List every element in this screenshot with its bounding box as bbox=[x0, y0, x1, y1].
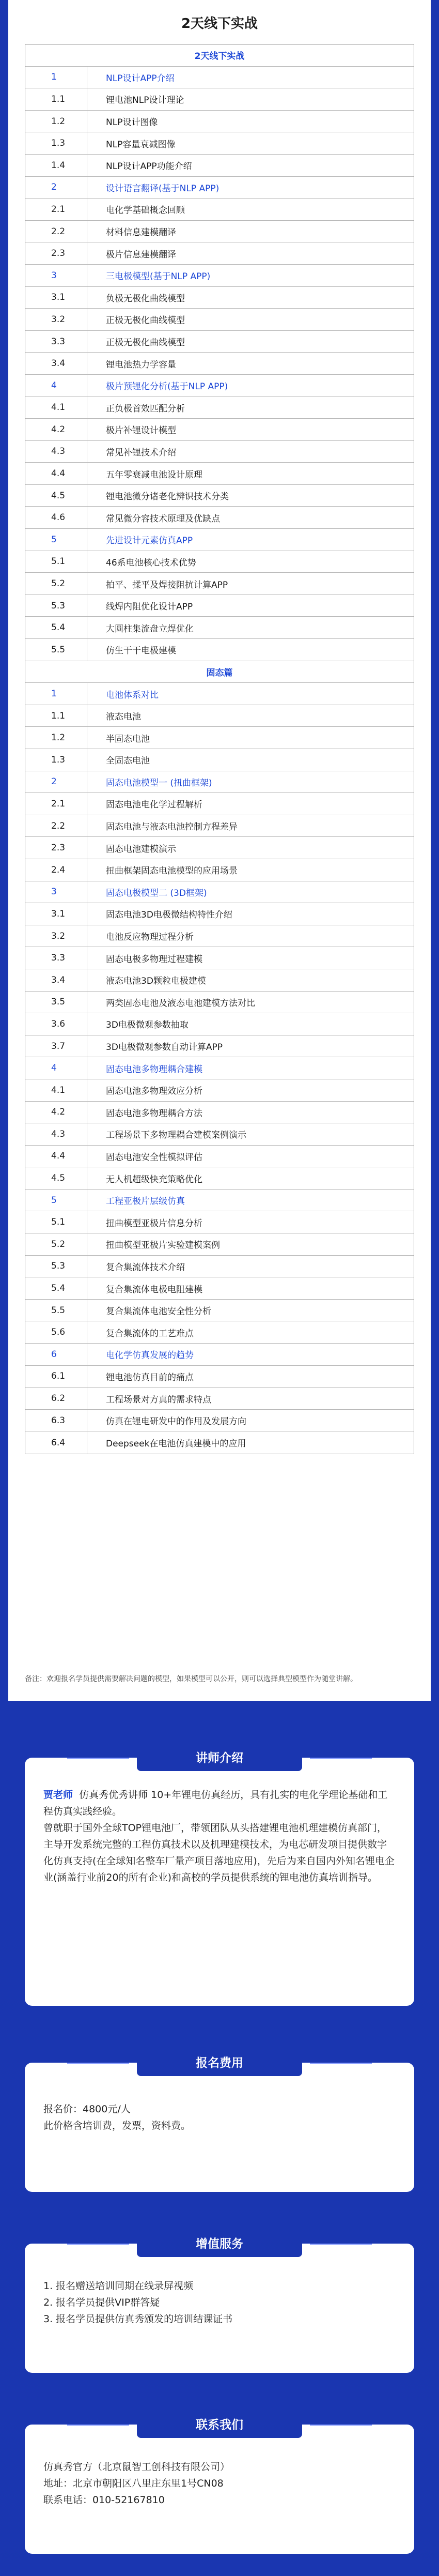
table-row bbox=[25, 463, 414, 485]
row-number: 2.4 bbox=[25, 859, 87, 881]
row-number: 3.3 bbox=[25, 947, 87, 969]
table-row bbox=[25, 1410, 414, 1432]
row-topic: 锂电池微分诸老化辨识技术分类 bbox=[106, 492, 229, 502]
row-topic: NLP设计APP功能介绍 bbox=[106, 161, 192, 172]
table-row bbox=[25, 1123, 414, 1146]
table-section-row bbox=[25, 881, 414, 904]
table-row bbox=[25, 595, 414, 617]
row-number: 4.2 bbox=[25, 1102, 87, 1123]
table-row bbox=[25, 925, 414, 948]
table-part-title: 固态篇 bbox=[206, 667, 233, 678]
row-topic: 无人机超级快充策略优化 bbox=[106, 1174, 202, 1185]
row-number: 3.1 bbox=[25, 903, 87, 925]
row-topic: 锂电池NLP设计理论 bbox=[106, 95, 184, 106]
table-section-row bbox=[25, 529, 414, 551]
fee-card bbox=[25, 2056, 414, 2192]
row-number: 2.1 bbox=[25, 793, 87, 815]
row-number: 4.2 bbox=[25, 419, 87, 440]
row-number: 4.3 bbox=[25, 1123, 87, 1145]
instructor-card bbox=[25, 1751, 414, 2006]
row-topic: 固态电池多物理耦合建模 bbox=[106, 1064, 202, 1075]
table-row bbox=[25, 749, 414, 771]
table-row bbox=[25, 309, 414, 331]
row-topic: 固态电池电化学过程解析 bbox=[106, 800, 202, 811]
table-row bbox=[25, 1211, 414, 1233]
row-topic: 3D电极微观参数自动计算APP bbox=[106, 1042, 223, 1053]
contact-card bbox=[25, 2418, 414, 2554]
row-topic: 固态电池多物理效应分析 bbox=[106, 1086, 202, 1097]
row-number: 3.2 bbox=[25, 925, 87, 947]
row-number: 3 bbox=[25, 265, 87, 286]
table-row bbox=[25, 705, 414, 727]
row-topic: 常见补锂技术介绍 bbox=[106, 447, 176, 458]
row-number: 2.3 bbox=[25, 837, 87, 859]
table-row bbox=[25, 1167, 414, 1190]
row-number: 5.6 bbox=[25, 1321, 87, 1343]
table-row bbox=[25, 617, 414, 639]
row-topic: 液态电池 bbox=[106, 712, 141, 723]
table-row bbox=[25, 88, 414, 111]
syllabus-sheet bbox=[8, 0, 431, 1701]
row-topic: 固态电池模型一 (扭曲框架) bbox=[106, 778, 212, 788]
table-row bbox=[25, 507, 414, 529]
row-number: 4.5 bbox=[25, 1167, 87, 1189]
row-number: 6 bbox=[25, 1344, 87, 1365]
row-number: 1 bbox=[25, 683, 87, 705]
row-number: 3.4 bbox=[25, 969, 87, 991]
table-row bbox=[25, 199, 414, 221]
instructor-summary: 仿真秀优秀讲师 10+年锂电仿真经历，具有扎实的电化学理论基础和工程仿真实践经验。 bbox=[43, 1789, 388, 1817]
table-row bbox=[25, 573, 414, 595]
row-topic: 极片预锂化分析(基于NLP APP) bbox=[106, 382, 228, 392]
row-number: 1.3 bbox=[25, 749, 87, 771]
row-topic: 负极无极化曲线模型 bbox=[106, 293, 185, 304]
row-topic: 先进设计元素仿真APP bbox=[106, 536, 193, 546]
row-number: 2.3 bbox=[25, 242, 87, 264]
row-number: 2.2 bbox=[25, 815, 87, 837]
table-row bbox=[25, 1300, 414, 1322]
row-topic: 3D电极微观参数抽取 bbox=[106, 1020, 189, 1031]
row-topic: 五年零衰减电池设计原理 bbox=[106, 469, 202, 480]
table-row bbox=[25, 1431, 414, 1454]
row-topic: NLP容量衰减图像 bbox=[106, 139, 176, 150]
row-topic: 46系电池核心技术优势 bbox=[106, 557, 196, 568]
table-row bbox=[25, 793, 414, 815]
service-item: 3. 报名学员提供仿真秀颁发的培训结课证书 bbox=[43, 2313, 233, 2325]
table-section-row bbox=[25, 1344, 414, 1366]
table-section-row bbox=[25, 1057, 414, 1079]
row-number: 5.1 bbox=[25, 1211, 87, 1233]
row-topic: 设计语言翻译(基于NLP APP) bbox=[106, 183, 220, 194]
instructor-heading: 讲师介绍 bbox=[137, 1745, 302, 1771]
table-row bbox=[25, 287, 414, 309]
row-number: 1.2 bbox=[25, 727, 87, 749]
table-row bbox=[25, 331, 414, 353]
table-section-row bbox=[25, 375, 414, 397]
row-number: 5.3 bbox=[25, 595, 87, 617]
row-topic: 极片信息建模翻译 bbox=[106, 249, 176, 260]
row-number: 5.4 bbox=[25, 617, 87, 638]
row-number: 3.6 bbox=[25, 1013, 87, 1035]
instructor-intro bbox=[25, 1787, 414, 1820]
table-section-row bbox=[25, 771, 414, 794]
table-row bbox=[25, 947, 414, 969]
row-number: 4.4 bbox=[25, 1146, 87, 1167]
contact-address: 地址：北京市朝阳区八里庄东里1号CN08 bbox=[43, 2478, 224, 2489]
row-number: 5 bbox=[25, 529, 87, 551]
syllabus-note: 备注：欢迎报名学员提供需要解决问题的模型，如果模型可以公开，则可以选择典型模型作为随堂讲解。 bbox=[25, 1675, 357, 1683]
table-row bbox=[25, 1277, 414, 1300]
table-row bbox=[25, 441, 414, 463]
row-number: 1.3 bbox=[25, 132, 87, 154]
row-topic: 正极无极化曲线模型 bbox=[106, 338, 185, 348]
row-topic: 全固态电池 bbox=[106, 756, 150, 767]
service-item: 1. 报名赠送培训同期在线录屏视频 bbox=[43, 2280, 194, 2292]
row-topic: 固态电池建模演示 bbox=[106, 844, 176, 855]
table-section-row bbox=[25, 265, 414, 287]
row-topic: 锂电池仿真目前的痛点 bbox=[106, 1372, 194, 1383]
row-number: 1.1 bbox=[25, 705, 87, 727]
table-row bbox=[25, 1321, 414, 1344]
row-number: 5.3 bbox=[25, 1256, 87, 1277]
row-number: 3.4 bbox=[25, 353, 87, 374]
row-topic: 三电极模型(基于NLP APP) bbox=[106, 271, 211, 282]
row-topic: 电化学基础概念回顾 bbox=[106, 205, 185, 216]
row-number: 2.1 bbox=[25, 199, 87, 220]
row-topic: 复合集流体电池安全性分析 bbox=[106, 1306, 211, 1317]
row-topic: 锂电池热力学容量 bbox=[106, 359, 176, 370]
row-topic: 电池体系对比 bbox=[106, 690, 159, 700]
row-topic: 固态电池安全性模拟评估 bbox=[106, 1152, 202, 1163]
row-topic: NLP设计图像 bbox=[106, 117, 158, 128]
row-topic: 两类固态电池及液态电池建模方法对比 bbox=[106, 998, 255, 1009]
row-topic: 复合集流体电极电阻建模 bbox=[106, 1284, 202, 1295]
table-part-row bbox=[25, 661, 414, 683]
row-number: 4.3 bbox=[25, 441, 87, 463]
row-number: 1.1 bbox=[25, 88, 87, 110]
row-topic: 扭曲框架固态电池模型的应用场景 bbox=[106, 866, 238, 877]
row-topic: 固态电池3D电极微结构特性介绍 bbox=[106, 910, 232, 921]
table-row bbox=[25, 1035, 414, 1058]
row-topic: 扭曲模型亚极片信息分析 bbox=[106, 1218, 202, 1229]
row-topic: 扭曲模型亚极片实验建模案例 bbox=[106, 1240, 220, 1251]
contact-phone: 联系电话：010-52167810 bbox=[43, 2494, 165, 2506]
row-number: 4.6 bbox=[25, 507, 87, 528]
table-section-row bbox=[25, 177, 414, 199]
service-item: 2. 报名学员提供VIP群答疑 bbox=[43, 2297, 160, 2308]
row-number: 3.3 bbox=[25, 331, 87, 353]
contact-heading: 联系我们 bbox=[137, 2412, 302, 2438]
row-number: 3.5 bbox=[25, 992, 87, 1013]
row-topic: 线焊内阻优化设计APP bbox=[106, 602, 193, 613]
row-number: 3.7 bbox=[25, 1035, 87, 1057]
table-row bbox=[25, 1146, 414, 1168]
row-topic: 固态电极模型二 (3D框架) bbox=[106, 888, 207, 898]
table-row bbox=[25, 242, 414, 265]
table-row bbox=[25, 1013, 414, 1035]
row-number: 4.1 bbox=[25, 1079, 87, 1101]
table-row bbox=[25, 397, 414, 419]
row-topic: 固态电极多物理过程建模 bbox=[106, 954, 202, 965]
row-number: 5.2 bbox=[25, 1233, 87, 1255]
row-topic: 固态电池与液态电池控制方程差异 bbox=[106, 822, 238, 833]
row-topic: 工程场景对方真的需求特点 bbox=[106, 1394, 211, 1405]
table-row bbox=[25, 485, 414, 507]
row-number: 5.5 bbox=[25, 639, 87, 661]
table-row bbox=[25, 132, 414, 155]
row-number: 1.4 bbox=[25, 155, 87, 176]
fee-includes: 此价格含培训费，发票，资料费。 bbox=[43, 2120, 191, 2131]
row-topic: 液态电池3D颗粒电极建模 bbox=[106, 976, 206, 987]
row-number: 3.2 bbox=[25, 309, 87, 330]
row-topic: 半固态电池 bbox=[106, 734, 150, 744]
row-number: 4.4 bbox=[25, 463, 87, 484]
row-topic: 拍平、揉平及焊接阻抗计算APP bbox=[106, 580, 228, 590]
row-number: 5.5 bbox=[25, 1300, 87, 1321]
row-number: 1 bbox=[25, 67, 87, 88]
row-topic: NLP设计APP介绍 bbox=[106, 73, 175, 84]
table-row bbox=[25, 111, 414, 133]
row-number: 4 bbox=[25, 375, 87, 397]
table-row bbox=[25, 903, 414, 925]
row-topic: 正负极首效匹配分析 bbox=[106, 403, 185, 414]
row-number: 4.5 bbox=[25, 485, 87, 507]
row-number: 5.2 bbox=[25, 573, 87, 595]
fee-heading: 报名费用 bbox=[137, 2050, 302, 2076]
row-number: 5 bbox=[25, 1190, 87, 1211]
row-topic: 极片补锂设计模型 bbox=[106, 425, 176, 436]
row-topic: 固态电池多物理耦合方法 bbox=[106, 1108, 202, 1119]
row-number: 5.1 bbox=[25, 551, 87, 573]
row-number: 3 bbox=[25, 881, 87, 903]
table-row bbox=[25, 1079, 414, 1102]
table-section-row bbox=[25, 683, 414, 705]
table-title: 2天线下实战 bbox=[194, 51, 245, 62]
contact-company: 仿真秀官方（北京鼠智工创科技有限公司） bbox=[43, 2461, 230, 2473]
table-title-row bbox=[25, 44, 414, 67]
table-row bbox=[25, 815, 414, 837]
fee-price: 报名价：4800元/人 bbox=[43, 2104, 131, 2115]
table-row bbox=[25, 1366, 414, 1388]
table-row bbox=[25, 221, 414, 243]
row-number: 2.2 bbox=[25, 221, 87, 242]
table-row bbox=[25, 551, 414, 573]
row-number: 2 bbox=[25, 177, 87, 199]
row-topic: 正极无极化曲线模型 bbox=[106, 315, 185, 326]
service-card bbox=[25, 2237, 414, 2373]
row-number: 1.2 bbox=[25, 111, 87, 132]
row-topic: 复合集流体技术介绍 bbox=[106, 1262, 185, 1273]
table-row bbox=[25, 419, 414, 441]
row-topic: 材料信息建模翻译 bbox=[106, 227, 176, 238]
table-row bbox=[25, 859, 414, 881]
row-topic: 电池反应物理过程分析 bbox=[106, 932, 194, 943]
table-row bbox=[25, 353, 414, 375]
table-row bbox=[25, 639, 414, 661]
page-title: 2天线下实战 bbox=[181, 16, 258, 32]
row-number: 4.1 bbox=[25, 397, 87, 419]
table-row bbox=[25, 837, 414, 859]
table-row bbox=[25, 1233, 414, 1256]
row-topic: 工程亚极片层级仿真 bbox=[106, 1196, 185, 1207]
table-row bbox=[25, 155, 414, 177]
table-row bbox=[25, 1256, 414, 1278]
table-row bbox=[25, 1388, 414, 1410]
row-topic: 复合集流体的工艺难点 bbox=[106, 1328, 194, 1339]
row-topic: 电化学仿真发展的趋势 bbox=[106, 1350, 194, 1361]
table-row bbox=[25, 992, 414, 1014]
row-number: 6.2 bbox=[25, 1388, 87, 1409]
syllabus-table bbox=[25, 44, 414, 1454]
row-topic: 仿生干干电极建模 bbox=[106, 646, 176, 657]
row-topic: 大圆柱集流盘立焊优化 bbox=[106, 623, 194, 634]
row-number: 5.4 bbox=[25, 1277, 87, 1299]
row-topic: 常见微分容技术原理及优缺点 bbox=[106, 513, 220, 524]
row-number: 4 bbox=[25, 1057, 87, 1079]
table-row bbox=[25, 1102, 414, 1124]
row-number: 2 bbox=[25, 771, 87, 793]
instructor-bio: 曾就职于国外全球TOP锂电池厂，带领团队从头搭建锂电池机理建模仿真部门，主导开发系统完整的工程仿真技术以及机理建模技术，为电芯研发项目提供数字化仿真支持(在全球知名整车厂量产项目落地应用)，先后为来自国内外知名锂电企业(涵盖行业前20的所有企业)和高校的学员提供系统的锂电池仿真培训指导。 bbox=[43, 1822, 395, 1883]
row-topic: 仿真在锂电研发中的作用及发展方向 bbox=[106, 1416, 246, 1427]
table-row bbox=[25, 969, 414, 992]
service-heading: 增值服务 bbox=[137, 2231, 302, 2257]
row-number: 6.4 bbox=[25, 1431, 87, 1454]
row-topic: Deepseek在电池仿真建模中的应用 bbox=[106, 1439, 246, 1450]
table-section-row bbox=[25, 67, 414, 89]
row-number: 6.1 bbox=[25, 1366, 87, 1388]
instructor-name: 贾老师 bbox=[43, 1789, 73, 1801]
table-row bbox=[25, 727, 414, 749]
row-topic: 工程场景下多物理耦合建模案例演示 bbox=[106, 1130, 246, 1141]
row-number: 6.3 bbox=[25, 1410, 87, 1431]
row-number: 3.1 bbox=[25, 287, 87, 309]
table-section-row bbox=[25, 1190, 414, 1212]
